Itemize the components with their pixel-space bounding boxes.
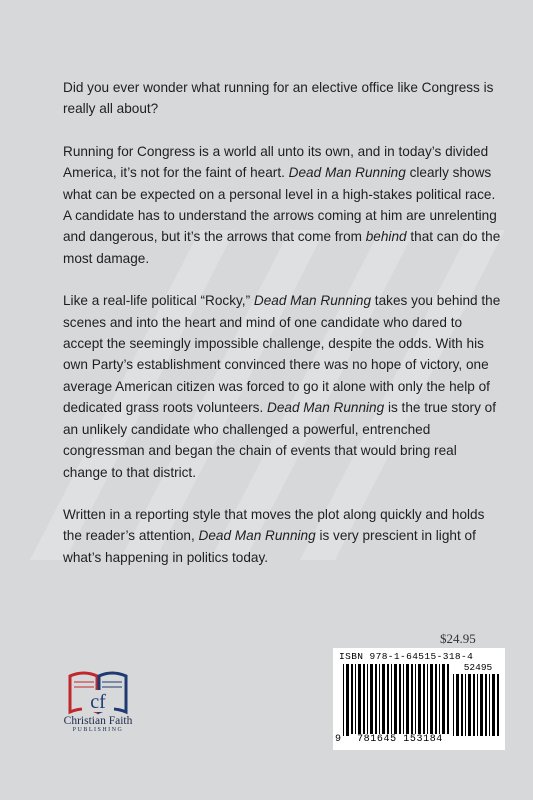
addon-code: 52495 — [463, 662, 493, 673]
addon-barcode-bars — [453, 674, 503, 736]
open-book-icon — [66, 668, 130, 718]
back-cover-blurb — [63, 77, 503, 589]
publisher-subtitle: PUBLISHING — [72, 727, 124, 733]
isbn-barcode — [333, 648, 505, 750]
blurb-paragraph-3: Like a real-life political “Rocky,” Dead Man Running takes you behind the scenes and into the heart and mind of one candidate who dared to accept the seemingly impossible challenge, despite the odds. With his own Party’s establishment convinced there was no hope of victory, one average American citizen was forced to go it alone with only the help of dedicated grass roots volunteers. Dead Man Running is the true story of an unlikely candidate who challenged a powerful, entrenched congressman and began the chain of events that would bring real change to that district. — [63, 293, 501, 480]
blurb-paragraph-1: Did you ever wonder what running for an elective office like Congress is really all about? — [63, 80, 494, 117]
publisher-logo — [52, 668, 144, 743]
blurb-paragraph-4: Written in a reporting style that moves the plot along quickly and holds the reader’s attention, Dead Man Running is very prescient in light of what’s happening in politics today. — [63, 506, 485, 565]
ean-digits: 781645 153184 — [349, 734, 451, 745]
ean-barcode-bars — [343, 664, 451, 736]
logo-letters: cf — [90, 691, 106, 713]
price-label: $24.95 — [440, 631, 476, 646]
blurb-paragraph-2: Running for Congress is a world all unto its own, and in today’s divided America, it’s not for the faint of heart. Dead Man Running clearly shows what can be expected on a personal level in a high-stakes political race. A candidate has to understand the arrows coming at him are unrelenting and dangerous, but it’s the arrows that come from behind that can do the most damage. — [63, 143, 501, 266]
isbn-number: ISBN 978-1-64515-318-4 — [339, 651, 474, 662]
publisher-name: Christian Faith — [63, 715, 133, 727]
ean-first-digit: 9 — [335, 734, 342, 745]
